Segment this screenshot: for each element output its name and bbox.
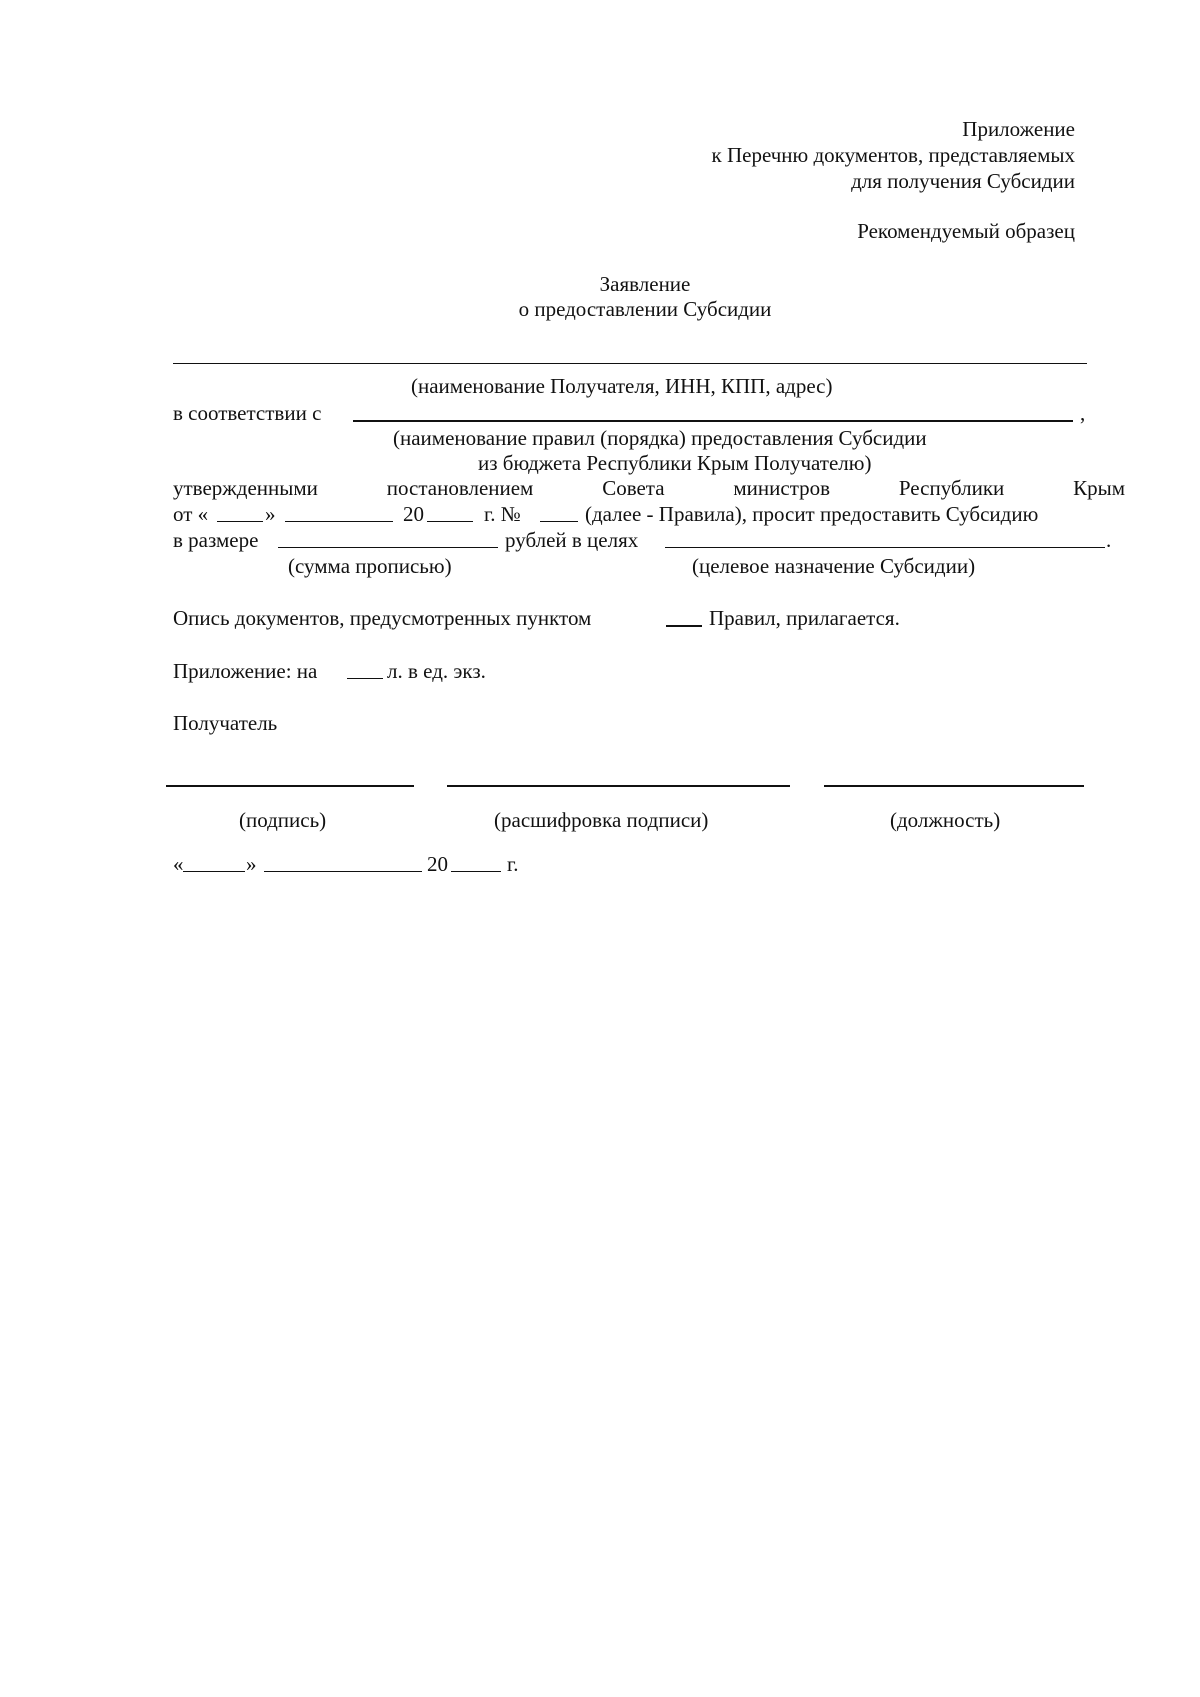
appendix-subtitle-line2: для получения Субсидии <box>851 169 1075 193</box>
approval-line <box>173 478 1125 499</box>
approval-day-blank[interactable] <box>217 521 263 522</box>
date-day-blank[interactable] <box>183 871 245 872</box>
sample-label: Рекомендуемый образец <box>857 219 1075 243</box>
approval-word: Совета <box>602 476 665 500</box>
amount-purpose-blank[interactable] <box>665 547 1105 548</box>
rules-name-line[interactable] <box>353 420 1073 422</box>
attachment-suffix: л. в ед. экз. <box>387 659 486 683</box>
approval-quote-close: » <box>265 502 276 526</box>
date-year-suffix: г. <box>507 852 519 876</box>
approval-word: Крым <box>1073 476 1125 500</box>
rules-caption-line2: из бюджета Республики Крым Получателю) <box>478 451 872 475</box>
document-subtitle: о предоставлении Субсидии <box>518 297 772 321</box>
approval-month-blank[interactable] <box>285 521 393 522</box>
document-title: Заявление <box>599 272 691 296</box>
approval-word: министров <box>733 476 831 500</box>
date-quote-open: « <box>173 852 184 876</box>
date-year-prefix: 20 <box>427 852 448 876</box>
appendix-title: Приложение <box>962 117 1075 141</box>
approval-rest: (далее - Правила), просит предоставить Субсидию <box>585 502 1039 526</box>
signature-caption: (подпись) <box>239 808 327 832</box>
approval-from: от « <box>173 502 209 526</box>
recipient-line[interactable] <box>173 363 1087 364</box>
amount-prefix: в размере <box>173 528 259 552</box>
approval-word: утвержденными <box>173 476 318 500</box>
approval-word: постановлением <box>386 476 534 500</box>
rules-comma: , <box>1080 401 1086 425</box>
approval-year-prefix: 20 <box>403 502 424 526</box>
date-month-blank[interactable] <box>264 871 422 872</box>
date-quote-close: » <box>246 852 257 876</box>
approval-number-blank[interactable] <box>540 521 578 522</box>
appendix-subtitle-line1: к Перечню документов, представляемых <box>711 143 1075 167</box>
rules-caption-line1: (наименование правил (порядка) предоставления Субсидии <box>393 426 927 450</box>
attachment-prefix: Приложение: на <box>173 659 318 683</box>
position-line[interactable] <box>824 785 1084 787</box>
amount-sum-blank[interactable] <box>278 547 498 548</box>
amount-end: . <box>1106 528 1112 552</box>
inventory-prefix: Опись документов, предусмотренных пунктом <box>173 606 592 630</box>
recipient-caption: (наименование Получателя, ИНН, КПП, адрес) <box>411 374 833 398</box>
approval-word: Республики <box>898 476 1005 500</box>
amount-middle: рублей в целях <box>505 528 639 552</box>
date-year-blank[interactable] <box>451 871 501 872</box>
recipient-label: Получатель <box>173 711 278 735</box>
position-caption: (должность) <box>890 808 1001 832</box>
inventory-clause-blank[interactable] <box>666 625 702 627</box>
signature-line[interactable] <box>166 785 414 787</box>
amount-purpose-caption: (целевое назначение Субсидии) <box>692 554 976 578</box>
attachment-pages-blank[interactable] <box>347 678 383 679</box>
signature-decode-line[interactable] <box>447 785 790 787</box>
rules-prefix: в соответствии с <box>173 401 322 425</box>
inventory-suffix: Правил, прилагается. <box>709 606 900 630</box>
approval-year-blank[interactable] <box>427 521 473 522</box>
approval-number-label: г. № <box>484 502 521 526</box>
signature-decode-caption: (расшифровка подписи) <box>494 808 709 832</box>
amount-sum-caption: (сумма прописью) <box>288 554 452 578</box>
